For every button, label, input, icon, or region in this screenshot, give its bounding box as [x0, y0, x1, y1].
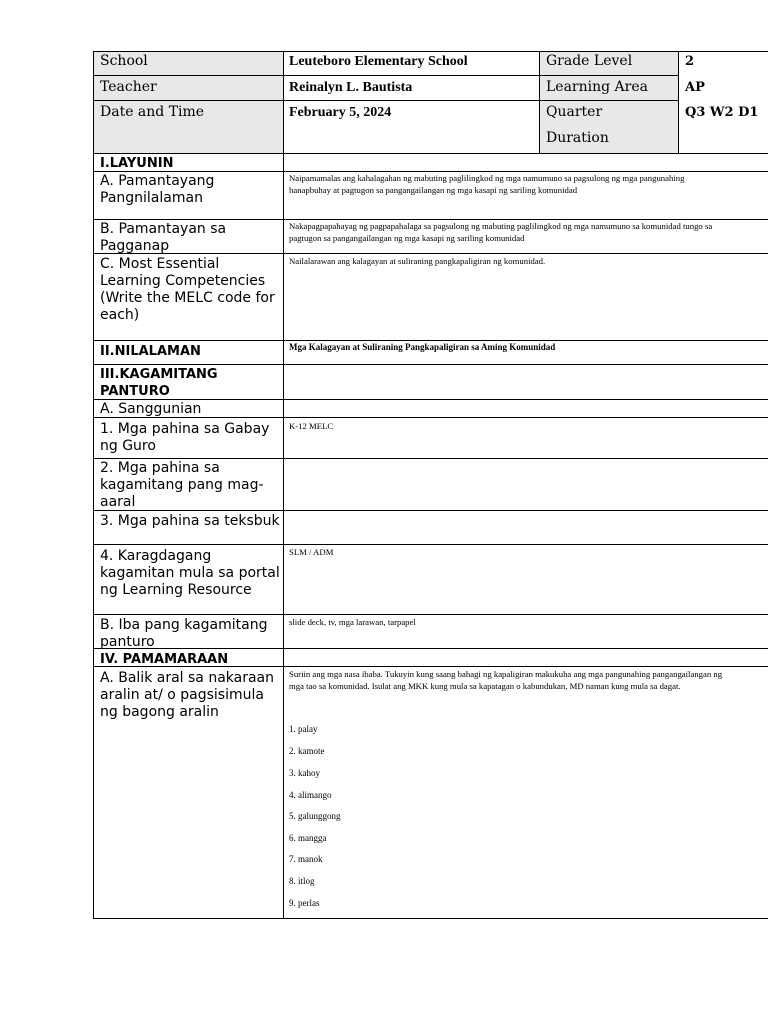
pamantayang-pangnilalaman-label: A. Pamantayang Pangnilalaman	[100, 173, 215, 206]
date-value: February 5, 2024	[289, 105, 392, 120]
list-item: 2. kamote	[289, 746, 325, 756]
iba-pang-value: slide deck, tv, mga larawan, tarpapel	[289, 617, 416, 627]
quarter-label: Quarter	[546, 104, 603, 120]
grade-level-value: 2	[685, 54, 695, 69]
section-layunin: I.LAYUNIN	[100, 156, 174, 171]
pamantayang-text-line1: Naipamamalas ang kahalagahan ng mabuting paglilingkod ng mga namumuno sa pagsulong ng mga pangunahing	[289, 173, 685, 183]
teacher-name: Reinalyn L. Bautista	[289, 80, 413, 95]
balik-aral-text-line2: mga tao sa komunidad. Isulat ang MKK kung mula sa kapatagan o kabundukan, MD naman kung mula sa dagat.	[289, 681, 681, 691]
list-item: 3. kahoy	[289, 768, 320, 778]
date-time-label: Date and Time	[100, 104, 205, 120]
teacher-label: Teacher	[100, 79, 157, 95]
learning-area-label: Learning Area	[546, 79, 648, 95]
gabay-guro-value: K-12 MELC	[289, 421, 334, 431]
grade-level-label: Grade Level	[546, 53, 633, 69]
duration-label: Duration	[546, 130, 609, 146]
balik-aral-text-line1: Suriin ang mga nasa ibaba. Tukuyin kung saang bahagi ng kapaligiran makukuha ang mga pangunahing pangangailangan ng	[289, 669, 723, 679]
school-name: Leuteboro Elementary School	[289, 54, 468, 69]
pagganap-text-line1: Nakapagpapahayag ng pagpapahalaga sa pagsulong ng mabuting paglilingkod ng mga namumuno sa komunidad tungo sa	[289, 221, 713, 231]
list-item: 8. itlog	[289, 876, 315, 886]
melc-label: C. Most Essential Learning Competencies (Write the MELC code for each)	[100, 256, 275, 323]
list-item: 7. manok	[289, 854, 323, 864]
section-nilalaman: II.NILALAMAN	[100, 344, 201, 359]
balik-aral-label: A. Balik aral sa nakaraan aralin at/ o pagsisimula ng bagong aralin	[100, 670, 275, 720]
section-pamamaraan: IV. PAMAMARAAN	[100, 652, 229, 667]
content-column	[284, 0, 768, 1024]
list-item: 5. galunggong	[289, 811, 341, 821]
learning-area-value: AP	[685, 80, 705, 95]
karagdagang-kagamitan-label: 4. Karagdagang kagamitan mula sa portal ng Learning Resource	[100, 548, 280, 598]
nilalaman-text: Mga Kalagayan at Suliraning Pangkapaligiran sa Aming Komunidad	[289, 342, 556, 352]
pamantayan-pagganap-label: B. Pamantayan sa Pagganap	[100, 221, 227, 254]
quarter-value: Q3 W2 D1	[685, 105, 759, 120]
iba-pang-kagamitan-label: B. Iba pang kagamitang panturo	[100, 617, 268, 650]
list-item: 4. alimango	[289, 790, 332, 800]
section-kagamitang-panturo: III.KAGAMITANG PANTURO	[100, 367, 218, 399]
pagganap-text-line2: pagtugon sa pangangailangan ng mga kasapi ng sariling komunidad	[289, 233, 525, 243]
pamantayang-text-line2: hanapbuhay at pagtugon sa pangangailangan ng mga kasapi ng sariling komunidad	[289, 185, 578, 195]
school-label: School	[100, 53, 148, 69]
teksbuk-label: 3. Mga pahina sa teksbuk	[100, 513, 280, 529]
sanggunian-label: A. Sanggunian	[100, 401, 202, 417]
gabay-guro-label: 1. Mga pahina sa Gabay ng Guro	[100, 421, 270, 454]
melc-text: Nailalarawan ang kalagayan at suliraning pangkapaligiran ng komunidad.	[289, 256, 546, 266]
list-item: 9. perlas	[289, 898, 320, 908]
kagamitang-magaaral-label: 2. Mga pahina sa kagamitang pang mag-aaral	[100, 460, 264, 510]
list-item: 1. palay	[289, 724, 318, 734]
karagdagang-value: SLM / ADM	[289, 547, 334, 557]
list-item: 6. mangga	[289, 833, 327, 843]
